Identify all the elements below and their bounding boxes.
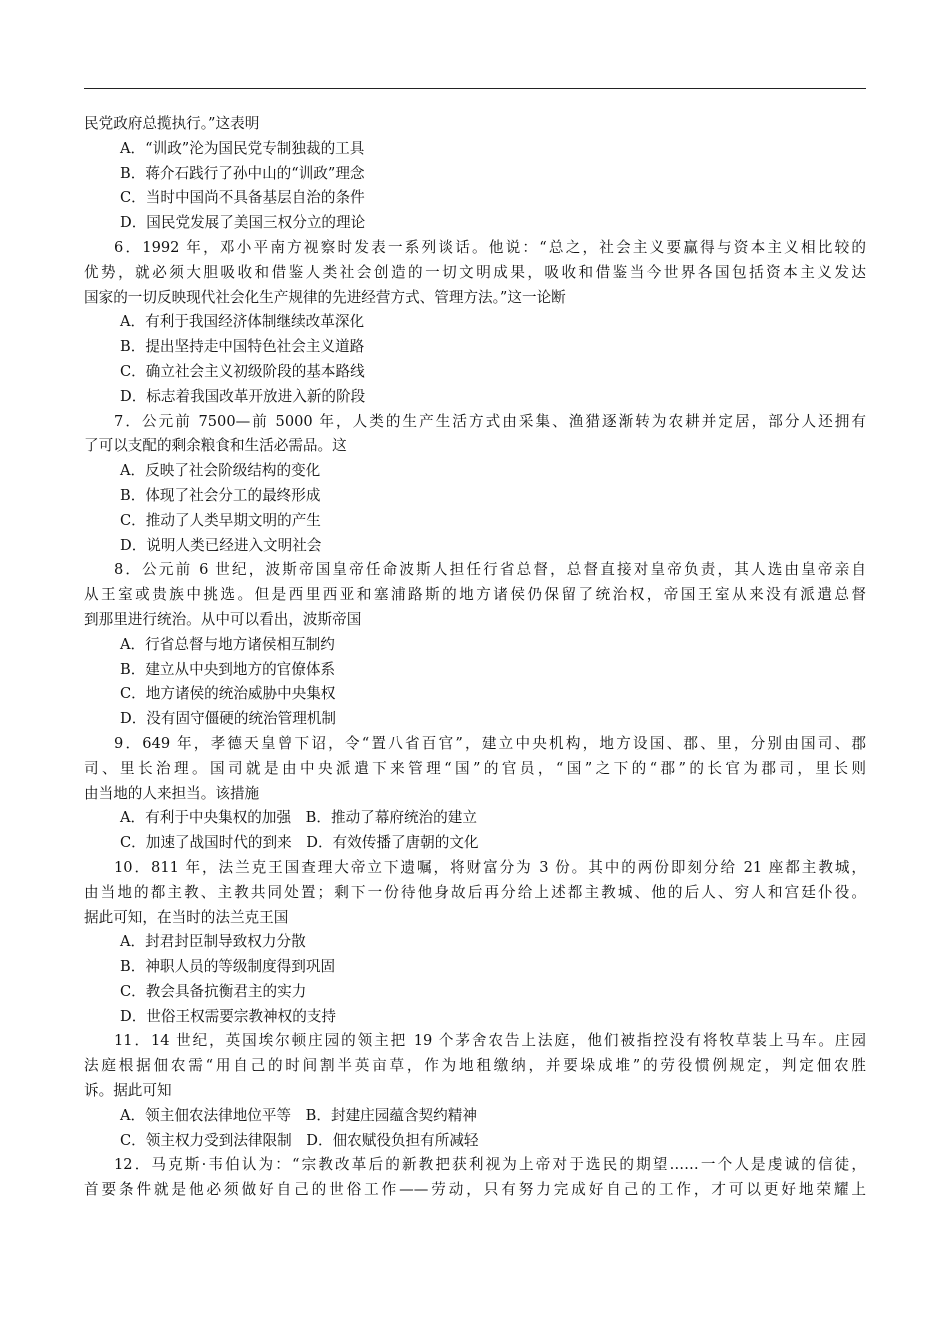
- q5-option-a: A．“训政”沦为国民党专制独裁的工具: [120, 139, 365, 157]
- q8-stem-line-2: 从王室或贵族中挑选。但是西里西亚和塞浦路斯的地方诸侯仍保留了统治权，帝国王室从来没有派遣总督: [84, 586, 866, 604]
- q11-stem-line-3: 诉。据此可知: [84, 1082, 172, 1100]
- q7-stem-line-2: 了可以支配的剩余粮食和生活必需品。这: [84, 437, 347, 455]
- q11-stem-line-1: 11．14 世纪，英国埃尔顿庄园的领主把 19 个茅舍农告上法庭，他们被指控没有将牧草装上马车。庄园: [114, 1032, 866, 1050]
- q7-option-a: A．反映了社会阶级结构的变化: [120, 462, 321, 480]
- q11-options-row-1: A．领主佃农法律地位平等 B．封建庄园蕴含契约精神: [120, 1106, 477, 1124]
- q8-stem-line-3: 到那里进行统治。从中可以看出，波斯帝国: [84, 610, 362, 628]
- q9-stem-line-1: 9．649 年，孝德天皇曾下诏，令“置八省百官”，建立中央机构，地方设国、郡、里，分别由国司、郡: [114, 734, 866, 752]
- document-body: [84, 112, 866, 1203]
- q6-stem-line-3: 国家的一切反映现代社会化生产规律的先进经营方式、管理方法。”这一论断: [84, 288, 566, 306]
- q7-option-c: C．推动了人类早期文明的产生: [120, 511, 321, 529]
- q10-stem-line-3: 据此可知，在当时的法兰克王国: [84, 908, 289, 926]
- q6-option-c: C．确立社会主义初级阶段的基本路线: [120, 362, 365, 380]
- q10-option-b: B．神职人员的等级制度得到巩固: [120, 958, 336, 976]
- q10-stem-line-1: 10．811 年，法兰克王国查理大帝立下遗嘱，将财富分为 3 份。其中的两份即刻分给 21 座都主教城，: [114, 858, 866, 876]
- q9-stem-line-3: 由当地的人来担当。该措施: [84, 784, 260, 802]
- q7-stem-line-1: 7．公元前 7500—前 5000 年，人类的生产生活方式由采集、渔猎逐渐转为农耕并定居，部分人还拥有: [114, 412, 866, 430]
- q8-option-b: B．建立从中央到地方的官僚体系: [120, 660, 336, 678]
- q12-stem-line-2: 首要条件就是他必须做好自己的世俗工作——劳动，只有努力完成好自己的工作，才可以更好地荣耀上: [84, 1181, 866, 1199]
- q11-stem-line-2: 法庭根据佃农需“用自己的时间割半英亩草，作为地租缴纳，并要垛成堆”的劳役惯例规定，判定佃农胜: [84, 1057, 866, 1075]
- q10-stem-line-2: 由当地的都主教、主教共同处置；剩下一份待他身故后再分给上述都主教城、他的后人、穷人和宫廷仆役。: [84, 883, 866, 901]
- q6-option-d: D．标志着我国改革开放进入新的阶段: [120, 387, 366, 405]
- q5-option-b: B．蒋介石践行了孙中山的“训政”理念: [120, 164, 365, 182]
- q5-stem-tail: 民党政府总揽执行。”这表明: [84, 115, 260, 132]
- q10-option-d: D．世俗王权需要宗教神权的支持: [120, 1007, 337, 1025]
- q8-stem-line-1: 8．公元前 6 世纪，波斯帝国皇帝任命波斯人担任行省总督，总督直接对皇帝负责，其人选由皇帝亲自: [114, 561, 866, 579]
- q10-option-a: A．封君封臣制导致权力分散: [120, 933, 306, 951]
- q7-option-b: B．体现了社会分工的最终形成: [120, 486, 321, 504]
- q8-option-c: C．地方诸侯的统治威胁中央集权: [120, 685, 336, 703]
- q9-options-row-1: A．有利于中央集权的加强 B．推动了幕府统治的建立: [120, 809, 477, 827]
- q6-stem-line-1: 6．1992 年，邓小平南方视察时发表一系列谈话。他说：“总之，社会主义要赢得与资本主义相比较的: [114, 238, 866, 256]
- q11-options-row-2: C．领主权力受到法律限制 D．佃农赋役负担有所减轻: [120, 1131, 479, 1149]
- q8-option-d: D．没有固守僵硬的统治管理机制: [120, 710, 337, 728]
- q6-stem-line-2: 优势，就必须大胆吸收和借鉴人类社会创造的一切文明成果，吸收和借鉴当今世界各国包括资本主义发达: [84, 263, 866, 281]
- q8-option-a: A．行省总督与地方诸侯相互制约: [120, 635, 335, 653]
- q6-option-b: B．提出坚持走中国特色社会主义道路: [120, 338, 365, 356]
- q6-option-a: A．有利于我国经济体制继续改革深化: [120, 313, 365, 331]
- q10-option-c: C．教会具备抗衡君主的实力: [120, 982, 307, 1000]
- q9-options-row-2: C．加速了战国时代的到来 D．有效传播了唐朝的文化: [120, 834, 479, 852]
- q7-option-d: D．说明人类已经进入文明社会: [120, 536, 322, 554]
- q12-stem-line-1: 12．马克斯·韦伯认为：“宗教改革后的新教把获利视为上帝对于选民的期望……一个人是虔诚的信徒，: [114, 1156, 866, 1174]
- q9-stem-line-2: 司、里长治理。国司就是由中央派遣下来管理“国”的官员，“国”之下的“郡”的长官为郡司，里长则: [84, 759, 866, 777]
- header-rule: [84, 88, 866, 89]
- q5-option-c: C．当时中国尚不具备基层自治的条件: [120, 189, 365, 207]
- q5-option-d: D．国民党发展了美国三权分立的理论: [120, 214, 366, 232]
